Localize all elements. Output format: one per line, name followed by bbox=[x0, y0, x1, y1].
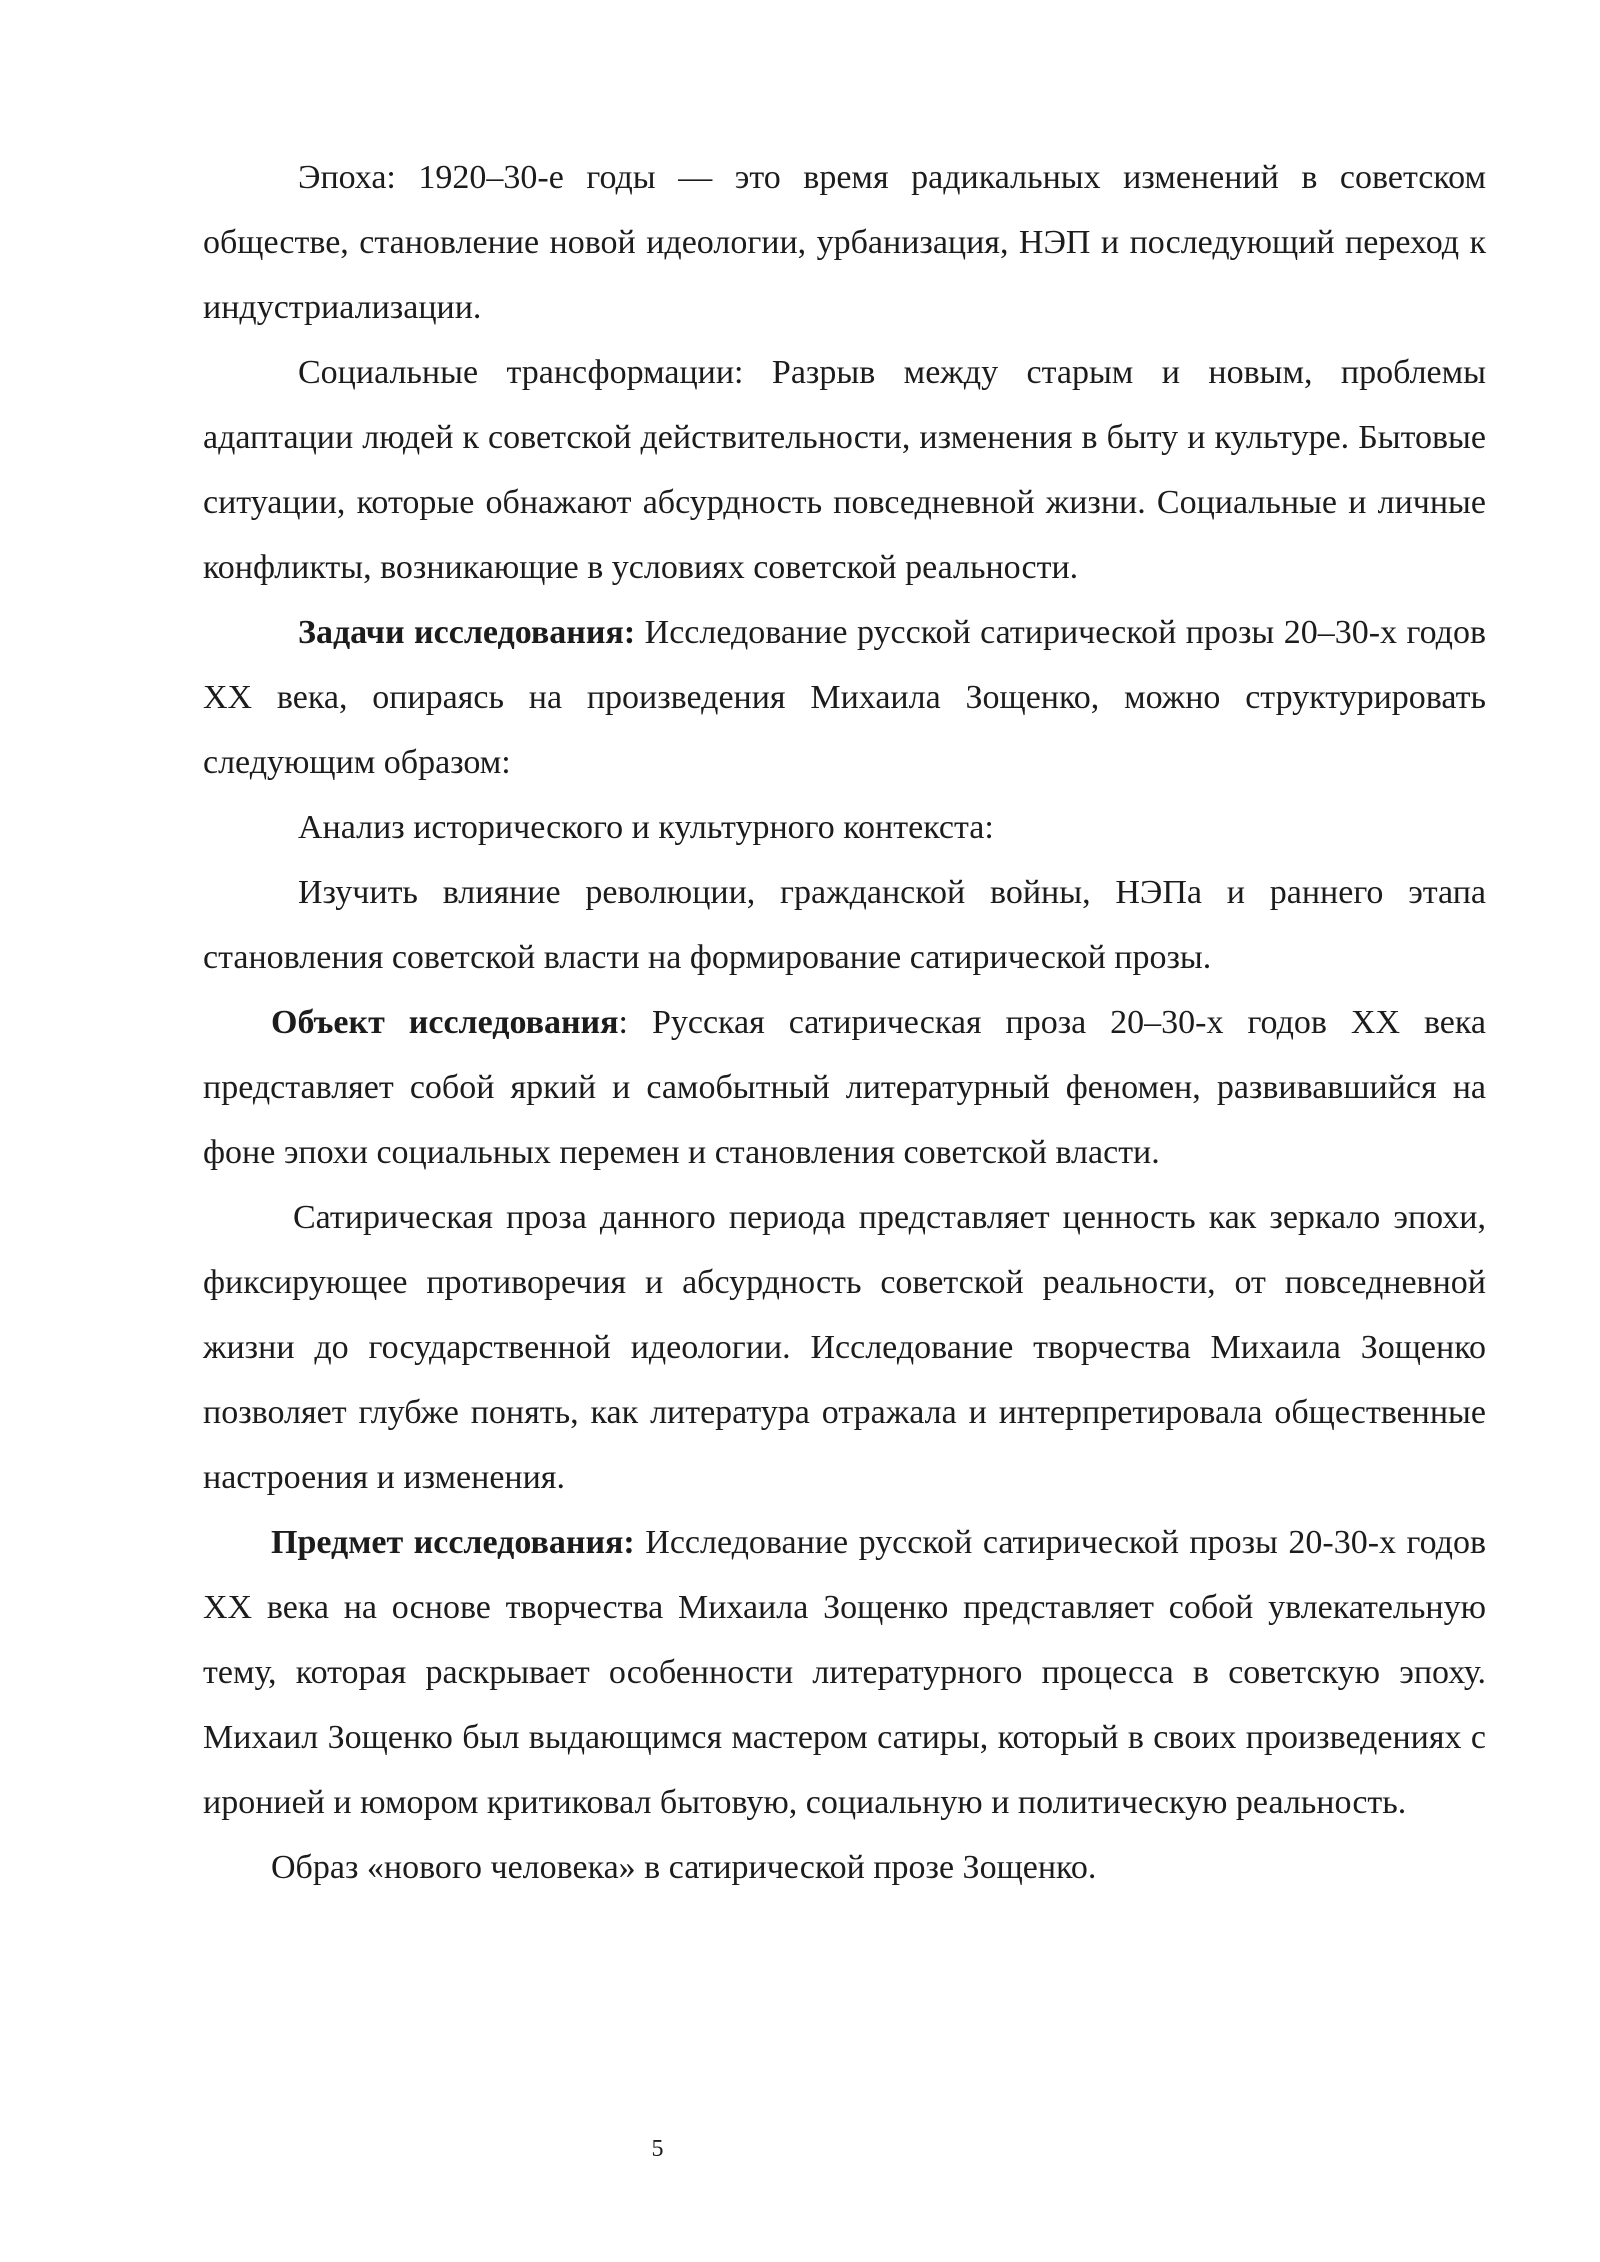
page-number: 5 bbox=[651, 2136, 664, 2162]
paragraph-text: Эпоха: 1920–30-е годы — это время радикальных изменений в советском обществе, становление новой идеологии, урбанизация, НЭП и последующий переход к индустриализации. bbox=[203, 159, 1486, 326]
paragraph-text: Сатирическая проза данного периода представляет ценность как зеркало эпохи, фиксирующее противоречия и абсурдность советской реальности, от повседневной жизни до государственной идеологии. Исследование творчества Михаила Зощенко позволяет глубже понять, как литература отражала и интерпретировала общественные настроения и изменения. bbox=[203, 1199, 1486, 1496]
paragraph-text: Изучить влияние революции, гражданской войны, НЭПа и раннего этапа становления советской власти на формирование сатирической прозы. bbox=[203, 874, 1486, 976]
paragraph-context-analysis bbox=[203, 795, 1486, 860]
paragraph-text: Исследование русской сатирической прозы 20–30-х годов XX века, опираясь на произведения Михаила Зощенко, можно структурировать следующим образом: bbox=[203, 614, 1487, 781]
paragraph-research-object bbox=[203, 990, 1486, 1185]
paragraph-new-man-image bbox=[203, 1835, 1486, 1900]
paragraph-label: Объект исследования bbox=[271, 1004, 619, 1041]
paragraph-text: Анализ исторического и культурного контекста: bbox=[298, 809, 994, 846]
paragraph-label: Задачи исследования: bbox=[298, 614, 636, 651]
paragraph-research-subject bbox=[203, 1510, 1486, 1835]
paragraph-social-transformations bbox=[203, 340, 1486, 600]
paragraph-satirical-prose-value bbox=[203, 1185, 1486, 1510]
body-text bbox=[203, 145, 1486, 1900]
paragraph-text: Исследование русской сатирической прозы 20-30-х годов XX века на основе творчества Михаила Зощенко представляет собой увлекательную тему, которая раскрывает особенности литературного процесса в советскую эпоху. Михаил Зощенко был выдающимся мастером сатиры, который в своих произведениях с иронией и юмором критиковал бытовую, социальную и политическую реальность. bbox=[203, 1524, 1487, 1821]
paragraph-text: Социальные трансформации: Разрыв между старым и новым, проблемы адаптации людей к советской действительности, изменения в быту и культуре. Бытовые ситуации, которые обнажают абсурдность повседневной жизни. Социальные и личные конфликты, возникающие в условиях советской реальности. bbox=[203, 354, 1486, 586]
paragraph-text: : Русская сатирическая проза 20–30-х годов XX века представляет собой яркий и самобытный литературный феномен, развивавшийся на фоне эпохи социальных перемен и становления советской власти. bbox=[203, 1004, 1486, 1171]
paragraph-label: Предмет исследования: bbox=[271, 1524, 635, 1561]
paragraph-epoch bbox=[203, 145, 1486, 340]
paragraph-text: Образ «нового человека» в сатирической прозе Зощенко. bbox=[271, 1849, 1097, 1886]
paragraph-research-tasks bbox=[203, 600, 1486, 795]
paragraph-study-influence bbox=[203, 860, 1486, 990]
